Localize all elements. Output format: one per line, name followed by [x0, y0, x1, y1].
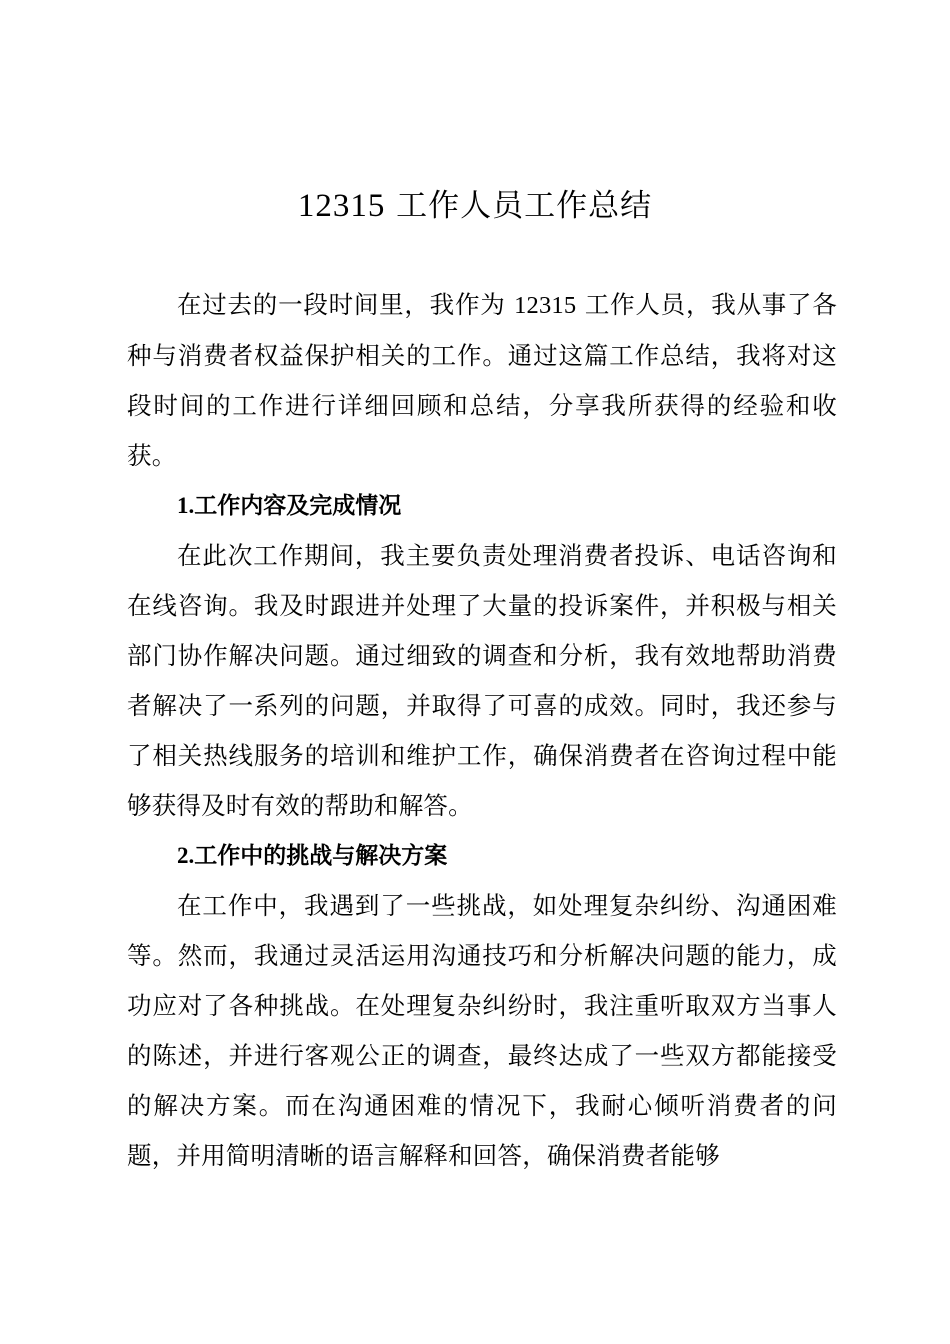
intro-paragraph [127, 280, 837, 481]
intro-text-part2: 工作人员，我从事了各种与消费者权益保护相关的工作。通过这篇工作总结，我将对这段时间的工作进行详细回顾和总结，分享我所获得的经验和收获。 [127, 290, 837, 470]
title-number: 12315 [297, 188, 386, 224]
section2-paragraph: 在工作中，我遇到了一些挑战，如处理复杂纠纷、沟通困难等。然而，我通过灵活运用沟通技巧和分析解决问题的能力，成功应对了各种挑战。在处理复杂纠纷时，我注重听取双方当事人的陈述，并进行客观公正的调查，最终达成了一些双方都能接受的解决方案。而在沟通困难的情况下，我耐心倾听消费者的问题，并用简明清晰的语言解释和回答，确保消费者能够 [127, 891, 837, 1170]
section1-number: 1. [177, 493, 195, 518]
intro-number: 12315 [514, 292, 577, 319]
section2-heading-text: 工作中的挑战与解决方案 [194, 843, 448, 869]
section2-heading [127, 831, 837, 881]
section2-number: 2. [177, 843, 195, 868]
section1-paragraph: 在此次工作期间，我主要负责处理消费者投诉、电话咨询和在线咨询。我及时跟进并处理了大量的投诉案件，并积极与相关部门协作解决问题。通过细致的调查和分析，我有效地帮助消费者解决了一系列的问题，并取得了可喜的成效。同时，我还参与了相关热线服务的培训和维护工作，确保消费者在咨询过程中能够获得及时有效的帮助和解答。 [127, 541, 837, 820]
document-body [127, 280, 837, 1181]
section1-heading [127, 481, 837, 531]
section1-heading-text: 工作内容及完成情况 [194, 493, 402, 519]
intro-text-part1: 在过去的一段时间里，我作为 [177, 290, 506, 319]
title-text: 工作人员工作总结 [396, 188, 653, 224]
document-title [0, 180, 950, 232]
